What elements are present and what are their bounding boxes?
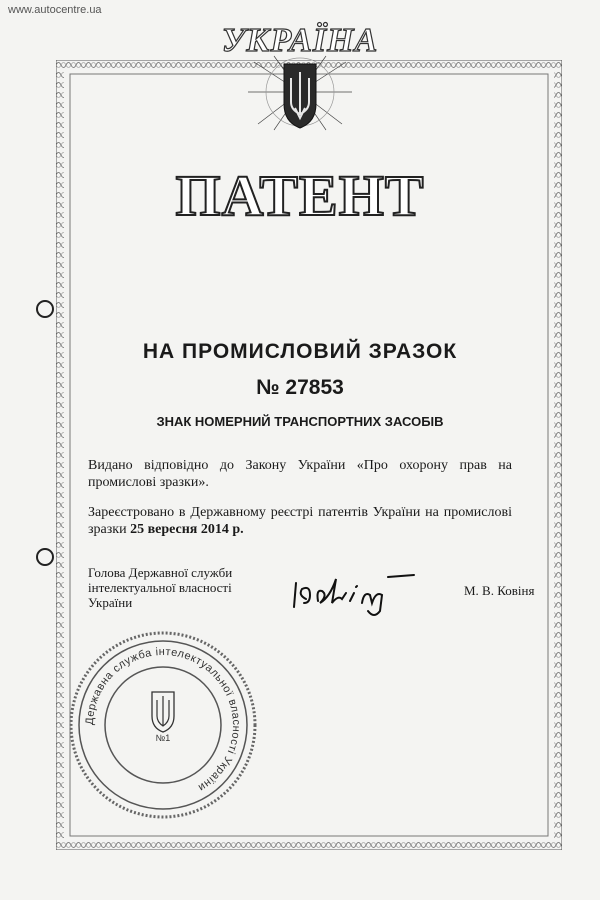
registration-paragraph [88,504,512,538]
design-heading: НА ПРОМИСЛОВИЙ ЗРАЗОК [142,340,458,363]
punch-hole [36,548,54,566]
registration-text: Зареєстровано в Державному реєстрі патентів України на промислові зразки [88,505,512,537]
seal-ring-text: Державна служба інтелектуальної власності України [83,645,243,794]
country-title: УКРАЇНА [221,22,379,59]
seal-center [68,630,258,820]
seal-number: №1 [155,733,171,743]
signatory-line: Голова Державної служби [88,565,233,580]
industrial-design-name: ЗНАК НОМЕРНИЙ ТРАНСПОРТНИХ ЗАСОБІВ [156,414,444,429]
issuance-paragraph: Видано відповідно до Закону України «Про охорону прав на промислові зразки». [88,458,512,490]
site-watermark: www.autocentre.ua [8,4,102,16]
punch-hole [36,300,54,318]
signatory-line: інтелектуальної власності [88,580,232,595]
signatory-name: М. В. Ковіня [464,583,535,598]
patent-number: № 27853 [256,376,344,399]
registration-date: 25 вересня 2014 р. [130,522,244,537]
document-type-title: ПАТЕНТ [175,163,425,228]
signatory-title [88,565,268,610]
trident-crest-icon [244,52,356,137]
signatory-line: України [88,595,133,610]
handwritten-signature [288,565,418,625]
